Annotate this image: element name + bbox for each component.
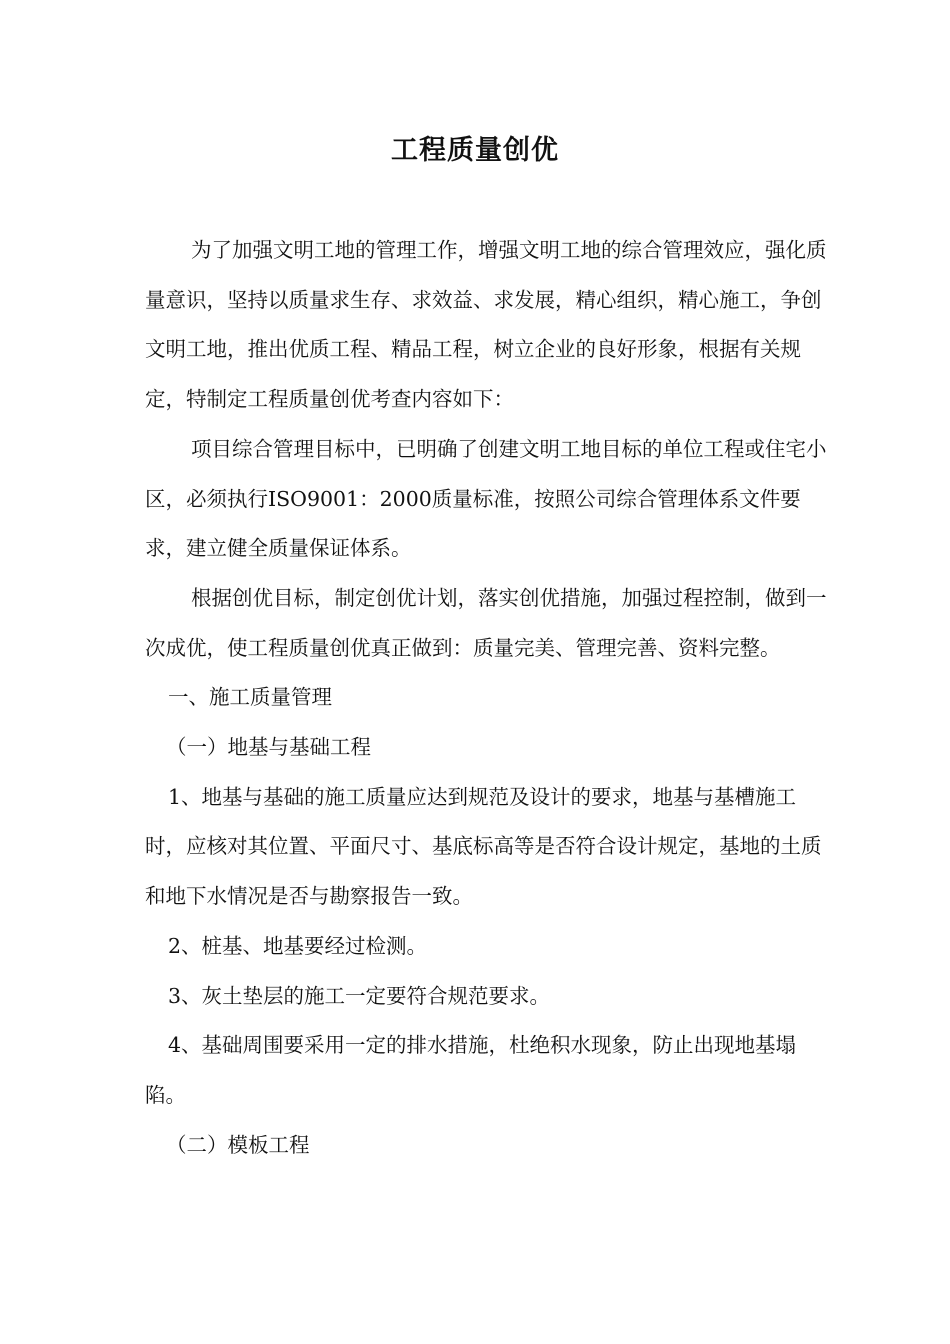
list-item-2: 2、桩基、地基要经过检测。	[168, 933, 428, 958]
paragraph-plan: 根据创优目标，制定创优计划，落实创优措施，加强过程控制，做到一次成优，使工程质量创优真正做到：质量完美、管理完善、资料完整。	[145, 585, 827, 660]
section-heading-construction-quality: 一、施工质量管理	[168, 685, 332, 710]
subsection-heading-foundation: （一）地基与基础工程	[166, 735, 371, 760]
list-item-4: 4、基础周围要采用一定的排水措施，杜绝积水现象，防止出现地基塌陷。	[145, 1033, 797, 1107]
document-body	[145, 226, 830, 1170]
list-item-1: 1、地基与基础的施工质量应达到规范及设计的要求，地基与基槽施工时，应核对其位置、平面尺寸、基底标高等是否符合设计规定，基地的土质和地下水情况是否与勘察报告一致。	[145, 784, 822, 909]
subsection-heading-formwork: （二）模板工程	[166, 1132, 310, 1157]
paragraph-goals: 项目综合管理目标中，已明确了创建文明工地目标的单位工程或住宅小区，必须执行ISO9001：2000质量标准，按照公司综合管理体系文件要求，建立健全质量保证体系。	[145, 436, 827, 561]
paragraph-intro: 为了加强文明工地的管理工作，增强文明工地的综合管理效应，强化质量意识，坚持以质量求生存、求效益、求发展，精心组织，精心施工，争创文明工地，推出优质工程、精品工程，树立企业的良好形象，根据有关规定，特制定工程质量创优考查内容如下：	[145, 238, 827, 412]
list-item-3: 3、灰土垫层的施工一定要符合规范要求。	[168, 983, 551, 1008]
document-title: 工程质量创优	[391, 135, 559, 166]
